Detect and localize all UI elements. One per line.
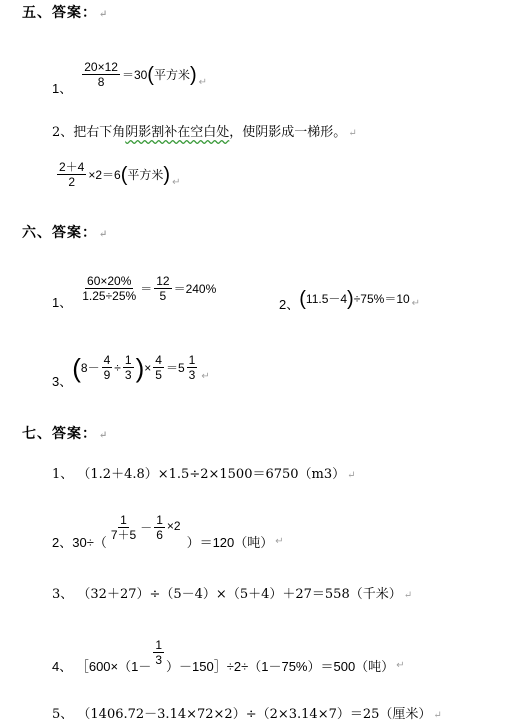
equals: ＝ [140, 282, 153, 296]
fraction [123, 353, 134, 382]
fraction [187, 353, 198, 382]
s6-item-3 [52, 345, 210, 390]
fraction-numerator: 1 [155, 638, 163, 652]
s6-item-2 [279, 284, 420, 313]
return-mark-icon: ↵ [411, 298, 421, 309]
unit: 平方米 [153, 68, 190, 82]
equals-value: ＝240% [173, 282, 217, 296]
fraction-denominator: 8 [97, 75, 105, 89]
fraction-numerator: 60×20% [87, 274, 132, 288]
section-5-header [22, 2, 108, 22]
fraction-numerator: 1 [120, 513, 127, 527]
expression: 8－ [80, 361, 100, 375]
fraction-numerator: 20×12 [84, 60, 118, 74]
operator: － [140, 521, 153, 535]
s7-item-2 [52, 510, 284, 551]
s7-item-4 [52, 630, 405, 675]
fraction-numerator: 4 [155, 353, 162, 367]
fraction-denominator: 5 [159, 289, 167, 303]
fraction-numerator: 1 [124, 353, 132, 367]
fraction-denominator: 9 [103, 368, 111, 382]
expression-end: ）－150］÷2÷（1－75%）＝500（吨） [166, 659, 395, 674]
section-7-title: 七、答案： [22, 426, 97, 442]
return-mark-icon: ↵ [172, 177, 181, 188]
expression-end: ）＝120（吨） [186, 535, 274, 550]
open-paren: ( [120, 163, 128, 186]
fraction-numerator: 1 [156, 513, 163, 527]
fraction-denominator: 1.25÷25% [82, 289, 137, 303]
item-number: 1、 [52, 81, 73, 96]
operator: ÷ [114, 360, 121, 375]
return-mark-icon: ↵ [433, 710, 442, 721]
item-text: 3、 （32＋27）÷（5－4）×（5＋4）＋27＝558（千米） [52, 587, 402, 602]
fraction [153, 638, 164, 667]
return-mark-icon: ↵ [403, 590, 413, 601]
close-paren: ) [163, 163, 171, 186]
fraction-denominator: 7＋5 [110, 528, 137, 542]
section-5-title: 五、答案： [22, 5, 97, 21]
item-number: 3、 [52, 374, 73, 389]
item-text-a: 2、把右下角 [52, 125, 126, 140]
fraction-denominator: 3 [188, 368, 196, 382]
expression: ÷75%＝10 [353, 292, 410, 306]
s5-item-3 [55, 160, 180, 189]
s7-item-1 [52, 463, 356, 482]
s7-item-5 [52, 703, 442, 722]
s5-item-1 [52, 52, 207, 97]
return-mark-icon: ↵ [99, 9, 109, 20]
fraction-denominator: 2 [68, 175, 76, 189]
fraction [154, 274, 171, 303]
expression-start: 2、30÷（ [52, 535, 107, 550]
s7-item-3 [52, 583, 412, 602]
close-paren: ) [135, 352, 145, 383]
fraction-denominator: 3 [124, 368, 132, 382]
item-text: 5、 （1406.72－3.14×72×2）÷（2×3.14×7）＝25（厘米） [52, 707, 432, 722]
section-7-header [22, 423, 108, 443]
fraction [102, 353, 113, 382]
s6-item-1 [52, 266, 216, 311]
equals-value: ＝30 [121, 68, 148, 82]
close-paren: ) [189, 63, 197, 86]
fraction [109, 513, 138, 542]
operator: × [144, 360, 152, 375]
unit: 平方米 [127, 168, 164, 182]
open-paren: ( [147, 63, 154, 86]
equals-value: ＝5 [165, 361, 185, 375]
return-mark-icon: ↵ [347, 470, 356, 481]
fraction [154, 513, 165, 542]
expression: ×2＝6 [88, 168, 121, 182]
fraction-numerator: 1 [188, 353, 196, 367]
section-6-title: 六、答案： [22, 225, 97, 241]
fraction-denominator: 5 [155, 368, 162, 382]
fraction-numerator: 2＋4 [59, 160, 85, 174]
fraction [82, 60, 120, 89]
fraction [57, 160, 86, 189]
item-number: 1、 [52, 295, 73, 310]
return-mark-icon: ↵ [396, 660, 405, 671]
open-paren: ( [72, 352, 81, 383]
return-mark-icon: ↵ [99, 430, 109, 441]
fraction-numerator: 12 [156, 274, 170, 288]
item-number: 2、 [279, 297, 300, 312]
s5-item-2 [52, 121, 357, 140]
fraction [80, 274, 138, 303]
expression: ×2 [166, 518, 181, 533]
inner-expression: 11.5－4 [305, 292, 348, 306]
fraction-numerator: 4 [103, 353, 111, 367]
return-mark-icon: ↵ [348, 128, 357, 139]
return-mark-icon: ↵ [99, 229, 109, 240]
item-text-underlined: 阴影割补在空白处 [125, 125, 230, 140]
fraction-denominator: 3 [155, 653, 163, 667]
close-paren: ) [347, 287, 354, 310]
return-mark-icon: ↵ [201, 371, 210, 382]
expression-start: 4、 ［600×（1－ [52, 659, 152, 674]
open-paren: ( [299, 287, 306, 310]
return-mark-icon: ↵ [275, 536, 284, 547]
section-6-header [22, 222, 108, 242]
fraction [153, 353, 164, 382]
item-text: 1、 （1.2＋4.8）×1.5÷2×1500＝6750（m3） [52, 467, 346, 482]
fraction-denominator: 6 [156, 528, 163, 542]
return-mark-icon: ↵ [198, 77, 208, 88]
item-text-b: ，使阴影成一梯形。 [229, 125, 347, 140]
